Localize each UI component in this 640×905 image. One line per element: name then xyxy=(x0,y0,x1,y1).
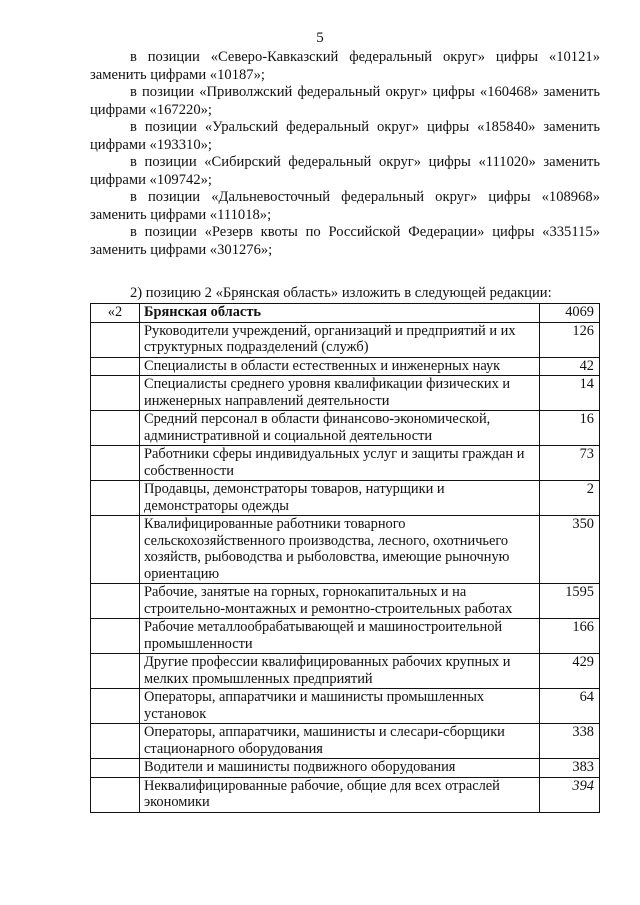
amendments-list xyxy=(90,49,600,259)
empty-cell xyxy=(91,619,140,654)
table-row xyxy=(91,724,600,759)
region-name: Брянская область xyxy=(140,304,540,323)
table-row xyxy=(91,619,600,654)
profession-value: 14 xyxy=(540,376,600,411)
empty-cell xyxy=(91,376,140,411)
profession-name: Руководители учреждений, организаций и предприятий и их структурных подразделений (служб) xyxy=(140,322,540,357)
empty-cell xyxy=(91,724,140,759)
table-row xyxy=(91,357,600,376)
profession-name: Неквалифицированные рабочие, общие для всех отраслей экономики xyxy=(140,777,540,812)
table-row xyxy=(91,376,600,411)
table-row xyxy=(91,481,600,516)
amendment-paragraph: в позиции «Сибирский федеральный округ» цифры «111020» заменить цифрами «109742»; xyxy=(90,154,600,188)
empty-cell xyxy=(91,357,140,376)
empty-cell xyxy=(91,689,140,724)
empty-cell xyxy=(91,481,140,516)
region-quota-table xyxy=(90,303,600,813)
profession-value: 166 xyxy=(540,619,600,654)
profession-value: 1595 xyxy=(540,584,600,619)
table-row xyxy=(91,516,600,584)
table-header-row xyxy=(91,304,600,323)
empty-cell xyxy=(91,759,140,778)
table-row xyxy=(91,584,600,619)
profession-value: 42 xyxy=(540,357,600,376)
profession-name: Работники сферы индивидуальных услуг и защиты граждан и собственности xyxy=(140,446,540,481)
profession-value: 64 xyxy=(540,689,600,724)
profession-name: Операторы, аппаратчики и машинисты промышленных установок xyxy=(140,689,540,724)
table-row xyxy=(91,446,600,481)
profession-value: 394 xyxy=(540,777,600,812)
table-row xyxy=(91,777,600,812)
profession-name: Продавцы, демонстраторы товаров, натурщики и демонстраторы одежды xyxy=(140,481,540,516)
table-row xyxy=(91,322,600,357)
page-number: 5 xyxy=(316,30,324,46)
empty-cell xyxy=(91,584,140,619)
profession-value: 73 xyxy=(540,446,600,481)
profession-name: Специалисты в области естественных и инженерных наук xyxy=(140,357,540,376)
profession-name: Квалифицированные работники товарного сельскохозяйственного производства, лесного, охотничьего хозяйств, рыбоводства и рыболовства, имеющие рыночную ориентацию xyxy=(140,516,540,584)
table-row xyxy=(91,654,600,689)
profession-name: Операторы, аппаратчики, машинисты и слесари-сборщики стационарного оборудования xyxy=(140,724,540,759)
empty-cell xyxy=(91,654,140,689)
table-row xyxy=(91,759,600,778)
amendment-paragraph: в позиции «Дальневосточный федеральный округ» цифры «108968» заменить цифрами «111018»; xyxy=(90,189,600,223)
amendment-paragraph: в позиции «Северо-Кавказский федеральный округ» цифры «10121» заменить цифрами «10187»; xyxy=(90,49,600,83)
empty-cell xyxy=(91,411,140,446)
profession-name: Средний персонал в области финансово-экономической, административной и социальной деятельности xyxy=(140,411,540,446)
empty-cell xyxy=(91,322,140,357)
amendment-paragraph: в позиции «Резерв квоты по Российской Федерации» цифры «335115» заменить цифрами «301276»; xyxy=(90,224,600,258)
profession-value: 350 xyxy=(540,516,600,584)
profession-value: 383 xyxy=(540,759,600,778)
table-row xyxy=(91,689,600,724)
profession-name: Другие профессии квалифицированных рабочих крупных и мелких промышленных предприятий xyxy=(140,654,540,689)
profession-name: Рабочие металлообрабатывающей и машиностроительной промышленности xyxy=(140,619,540,654)
profession-name: Специалисты среднего уровня квалификации физических и инженерных направлений деятельности xyxy=(140,376,540,411)
amendment-paragraph: в позиции «Уральский федеральный округ» цифры «185840» заменить цифрами «193310»; xyxy=(90,119,600,153)
profession-value: 2 xyxy=(540,481,600,516)
position-code: «2 xyxy=(91,304,140,323)
amendment-paragraph: в позиции «Приволжский федеральный округ» цифры «160468» заменить цифрами «167220»; xyxy=(90,84,600,118)
table-intro-paragraph: 2) позицию 2 «Брянская область» изложить в следующей редакции: xyxy=(130,285,552,301)
region-total: 4069 xyxy=(540,304,600,323)
profession-value: 16 xyxy=(540,411,600,446)
profession-name: Водители и машинисты подвижного оборудования xyxy=(140,759,540,778)
profession-name: Рабочие, занятые на горных, горнокапитальных и на строительно-монтажных и ремонтно-строительных работах xyxy=(140,584,540,619)
empty-cell xyxy=(91,777,140,812)
profession-value: 126 xyxy=(540,322,600,357)
table-row xyxy=(91,411,600,446)
empty-cell xyxy=(91,446,140,481)
empty-cell xyxy=(91,516,140,584)
profession-value: 338 xyxy=(540,724,600,759)
profession-value: 429 xyxy=(540,654,600,689)
